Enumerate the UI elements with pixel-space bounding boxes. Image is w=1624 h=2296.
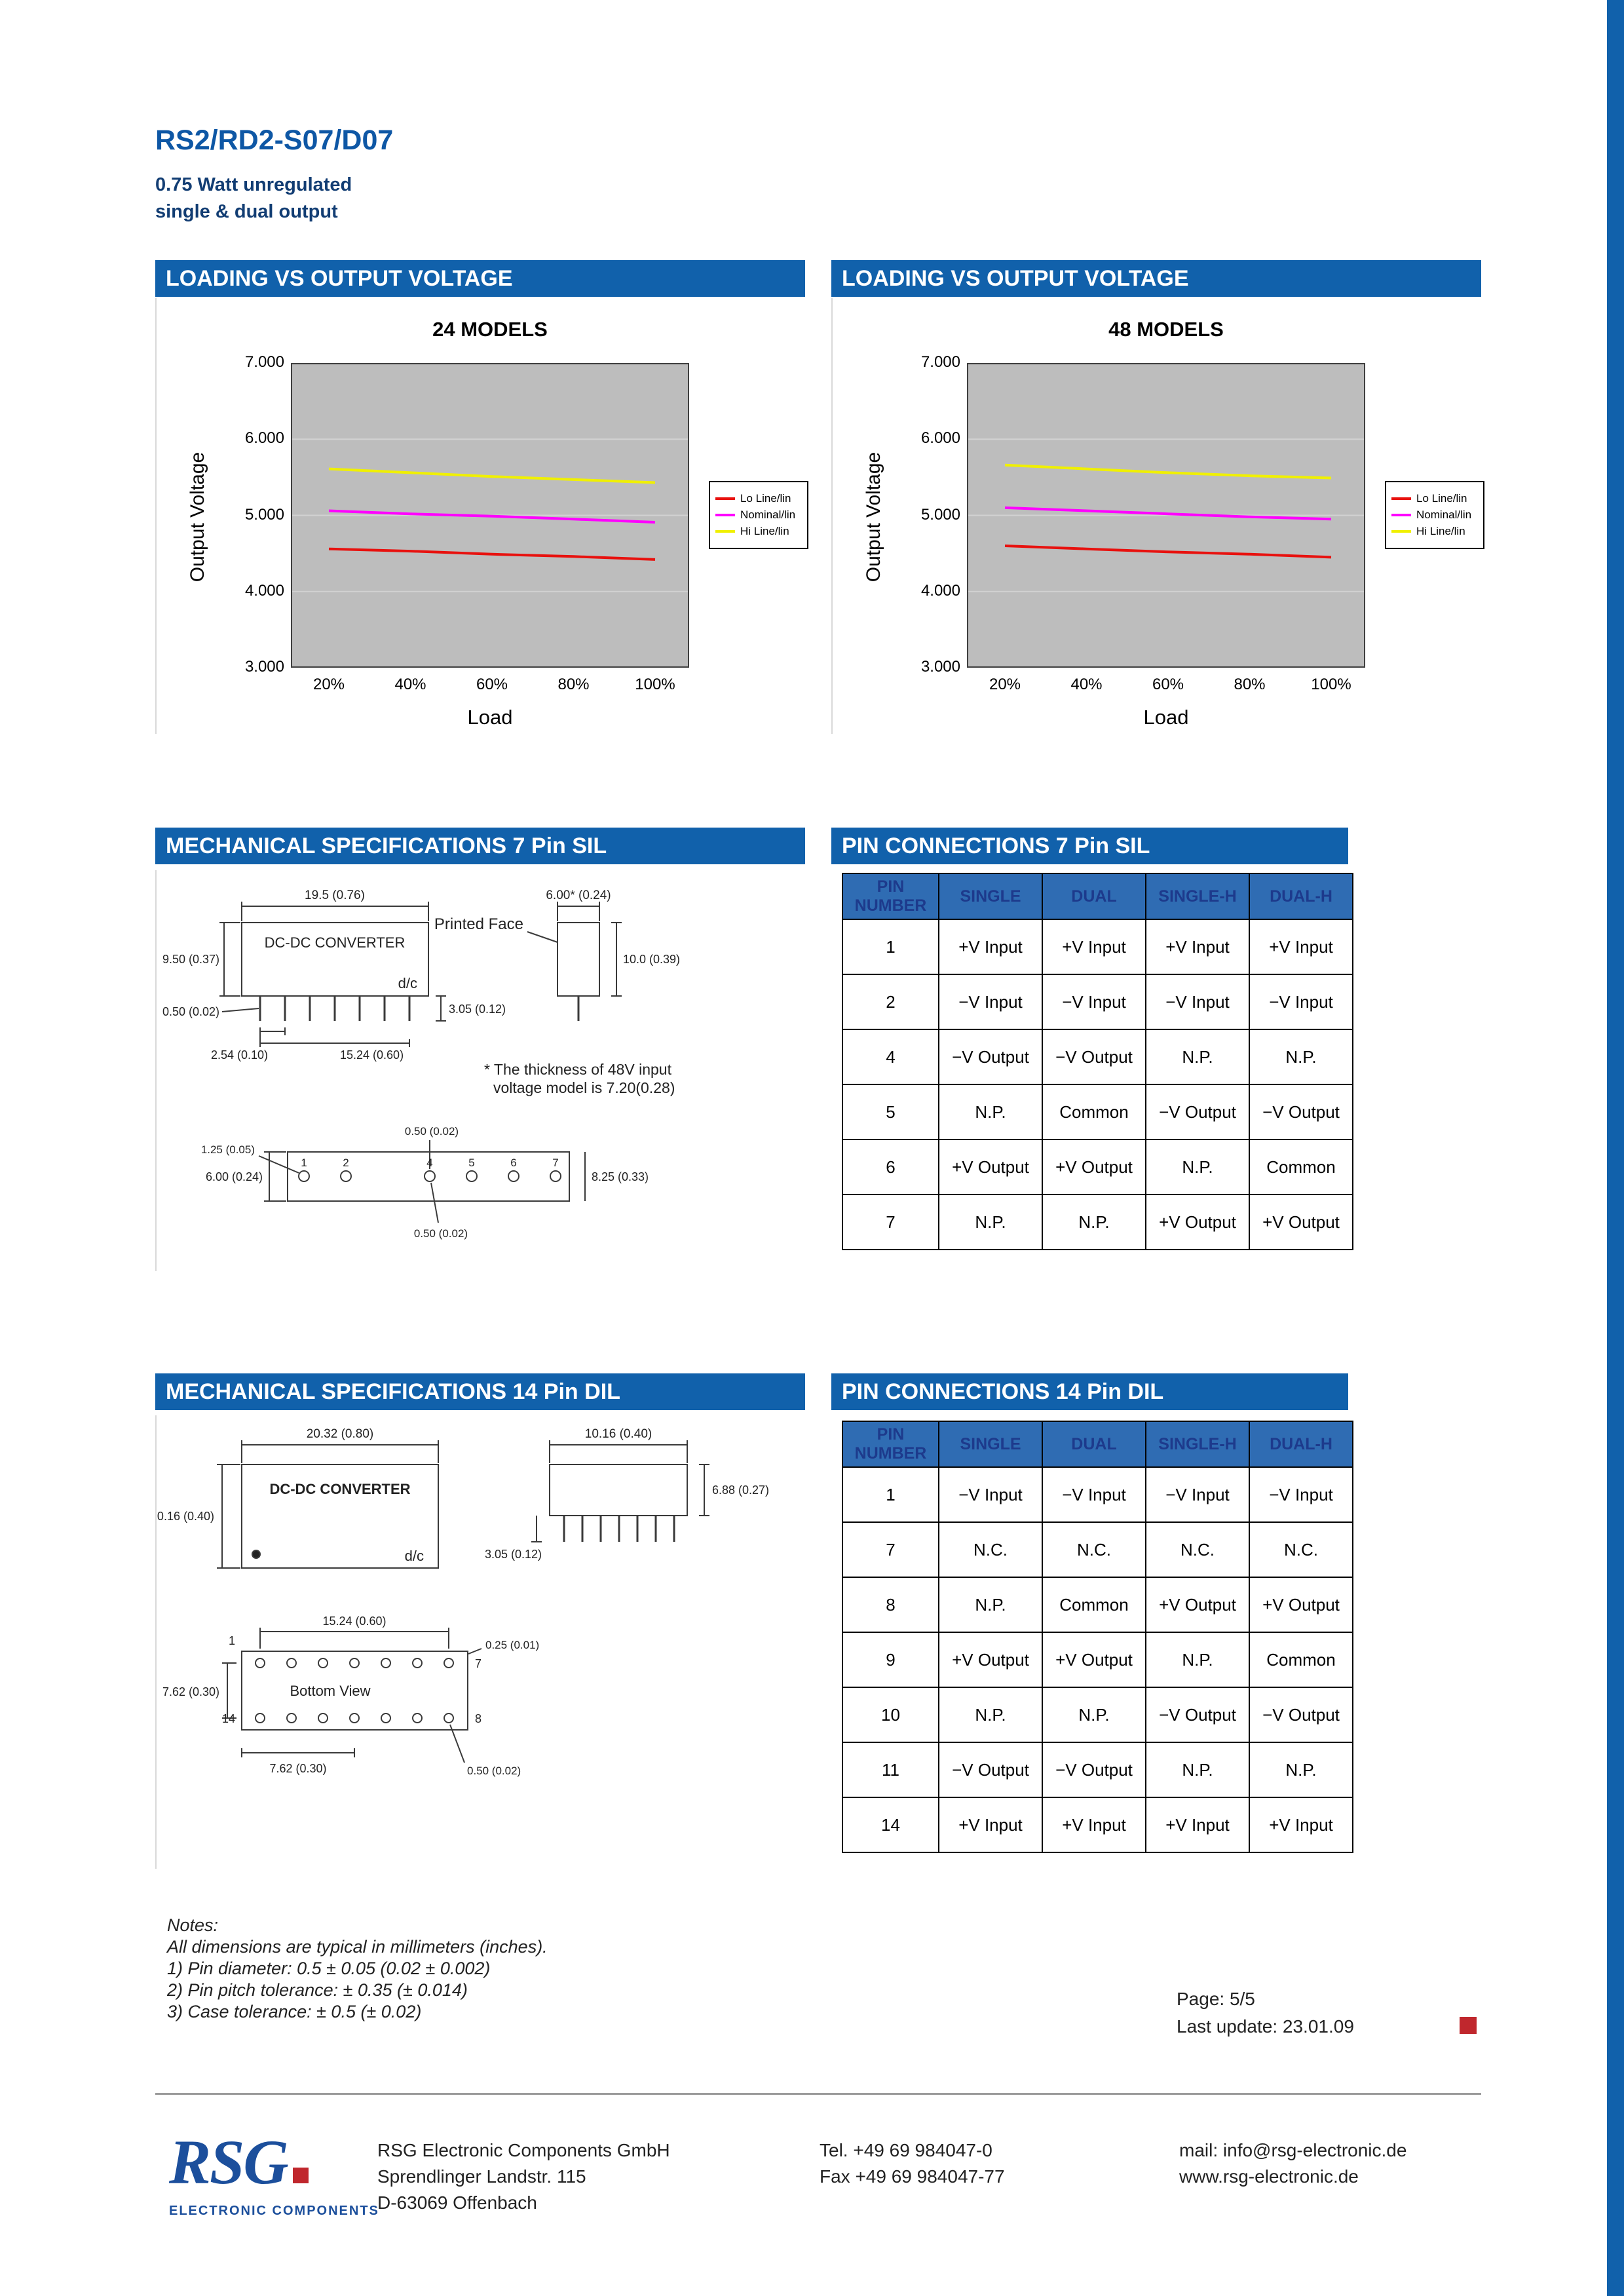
pin-assignment-cell: −V Input xyxy=(939,1467,1042,1522)
x-tick-label: 80% xyxy=(557,676,590,693)
logo-text: RSG xyxy=(169,2127,288,2197)
legend-label: Nominal/lin xyxy=(740,508,796,521)
y-axis-title: Output Voltage xyxy=(187,451,208,583)
pin-assignment-cell: +V Output xyxy=(1146,1577,1249,1632)
dimension-label: 9.50 (0.37) xyxy=(162,953,219,966)
table-row xyxy=(842,1084,1353,1139)
pin-number-cell: 7 xyxy=(842,1195,939,1250)
table-row xyxy=(842,919,1353,974)
converter-body-label: DC-DC CONVERTER xyxy=(269,1481,411,1497)
dimension-label: 6.00 (0.24) xyxy=(205,1170,263,1183)
column-header: DUAL xyxy=(1042,873,1146,919)
pin-number-cell: 1 xyxy=(842,1467,939,1522)
pin-number-cell: 6 xyxy=(842,1139,939,1195)
pin-number-label: 4 xyxy=(426,1157,433,1169)
table-row xyxy=(842,1742,1353,1797)
printed-face-label: Printed Face xyxy=(434,915,523,933)
table-row xyxy=(842,1687,1353,1742)
pin-assignment-cell: N.P. xyxy=(939,1687,1042,1742)
footer-phone-column xyxy=(820,2137,1005,2190)
pin-assignment-cell: +V Input xyxy=(939,1797,1042,1852)
thickness-note-line1: * The thickness of 48V input xyxy=(484,1061,671,1078)
dc-label: d/c xyxy=(404,1548,424,1564)
x-tick-label: 100% xyxy=(635,676,675,693)
pin-connections-14dil-table xyxy=(842,1421,1353,1853)
pin-number-label: 1 xyxy=(228,1634,235,1647)
pin-number-cell: 9 xyxy=(842,1632,939,1687)
pin-assignment-cell: −V Output xyxy=(1042,1742,1146,1797)
pin-assignment-cell: N.C. xyxy=(1249,1522,1353,1577)
pin-assignment-cell: −V Input xyxy=(1042,974,1146,1029)
column-header: SINGLE xyxy=(939,1421,1042,1467)
pin-assignment-cell: +V Output xyxy=(1249,1195,1353,1250)
pin-number-label: 2 xyxy=(343,1157,349,1169)
pin-connections-7sil-table xyxy=(842,873,1353,1250)
y-tick-label: 3.000 xyxy=(244,658,284,676)
y-tick-label: 4.000 xyxy=(920,581,960,600)
pin-assignment-cell: −V Output xyxy=(1146,1084,1249,1139)
y-axis-title: Output Voltage xyxy=(863,451,884,583)
legend-swatch-hi-line xyxy=(1391,530,1411,533)
pin-number-label: 5 xyxy=(468,1157,475,1169)
pin-assignment-cell: +V Output xyxy=(939,1632,1042,1687)
pin-assignment-cell: −V Output xyxy=(1146,1687,1249,1742)
dc-label: d/c xyxy=(398,975,417,991)
pin-assignment-cell: −V Input xyxy=(1146,974,1249,1029)
x-tick-label: 20% xyxy=(989,676,1021,693)
dimension-label: 0.50 (0.02) xyxy=(162,1005,219,1018)
pin-assignment-cell: N.P. xyxy=(939,1577,1042,1632)
pin-assignment-cell: N.P. xyxy=(1146,1029,1249,1084)
table-row xyxy=(842,1467,1353,1522)
pin-assignment-cell: Common xyxy=(1249,1139,1353,1195)
dimension-label: 6.00* (0.24) xyxy=(546,889,611,902)
y-tick-label: 4.000 xyxy=(244,581,284,600)
footer-city: D-63069 Offenbach xyxy=(377,2192,537,2213)
pin-assignment-cell: +V Input xyxy=(1042,1797,1146,1852)
pin-assignment-cell: +V Input xyxy=(1146,1797,1249,1852)
legend-item xyxy=(1391,525,1478,538)
pin-assignment-cell: N.C. xyxy=(939,1522,1042,1577)
chart-legend xyxy=(709,481,808,549)
section-header-loading-right: LOADING VS OUTPUT VOLTAGE xyxy=(831,260,1481,297)
pin-assignment-cell: N.P. xyxy=(939,1084,1042,1139)
chart-legend xyxy=(1385,481,1484,549)
dimension-label: 1.25 (0.05) xyxy=(200,1143,255,1156)
table-body xyxy=(842,919,1353,1250)
legend-swatch-nominal xyxy=(715,514,735,516)
legend-item xyxy=(1391,508,1478,522)
legend-item xyxy=(715,508,802,522)
footer-website: www.rsg-electronic.de xyxy=(1179,2166,1359,2187)
legend-label: Lo Line/lin xyxy=(740,492,791,505)
x-tick-label: 60% xyxy=(1152,676,1184,693)
plot-area xyxy=(967,363,1365,668)
pin-assignment-cell: −V Output xyxy=(1042,1029,1146,1084)
pin-number-cell: 8 xyxy=(842,1577,939,1632)
column-header: DUAL xyxy=(1042,1421,1146,1467)
dimension-label: 0.25 (0.01) xyxy=(485,1639,540,1651)
pin-number-label: 1 xyxy=(301,1157,307,1169)
x-tick-label: 40% xyxy=(1070,676,1103,693)
x-axis-title: Load xyxy=(467,706,513,729)
y-tick-label: 7.000 xyxy=(920,353,960,371)
y-tick-label: 6.000 xyxy=(920,429,960,448)
pin-assignment-cell: Common xyxy=(1042,1577,1146,1632)
page-info xyxy=(1177,1985,1354,2040)
table-row xyxy=(842,1195,1353,1250)
logo-red-square xyxy=(293,2168,309,2183)
pin-assignment-cell: N.P. xyxy=(1146,1139,1249,1195)
pin-assignment-cell: +V Input xyxy=(1249,1797,1353,1852)
pin-assignment-cell: −V Input xyxy=(1249,974,1353,1029)
notes-block xyxy=(167,1915,548,2023)
table-body xyxy=(842,1467,1353,1852)
pin-number-cell: 11 xyxy=(842,1742,939,1797)
mechanical-drawing-7pin-sil xyxy=(157,870,806,1263)
chart-block-24-models xyxy=(155,298,806,734)
x-axis-title: Load xyxy=(1143,706,1189,729)
dimension-label: 10.16 (0.40) xyxy=(584,1427,652,1441)
table-header-row xyxy=(842,873,1353,919)
legend-label: Lo Line/lin xyxy=(1416,492,1467,505)
legend-swatch-lo-line xyxy=(1391,497,1411,500)
table-row xyxy=(842,1029,1353,1084)
chart-title: 48 MODELS xyxy=(1108,318,1224,341)
page-subtitle xyxy=(155,172,352,225)
mechanical-drawing-14pin-dil xyxy=(157,1415,806,1861)
pin-assignment-cell: +V Output xyxy=(1249,1577,1353,1632)
table-row xyxy=(842,1522,1353,1577)
pin-assignment-cell: +V Output xyxy=(939,1139,1042,1195)
pin-number-cell: 10 xyxy=(842,1687,939,1742)
chart-title: 24 MODELS xyxy=(432,318,548,341)
pin-assignment-cell: +V Input xyxy=(1042,919,1146,974)
column-header: SINGLE-H xyxy=(1146,873,1249,919)
notes-line: 1) Pin diameter: 0.5 ± 0.05 (0.02 ± 0.002) xyxy=(167,1959,491,1978)
dimension-label: 3.05 (0.12) xyxy=(484,1548,542,1561)
pin-assignment-cell: N.P. xyxy=(1249,1029,1353,1084)
column-header: PIN NUMBER xyxy=(842,1421,939,1467)
legend-swatch-hi-line xyxy=(715,530,735,533)
page-number: Page: 5/5 xyxy=(1177,1989,1255,2009)
pin-number-cell: 4 xyxy=(842,1029,939,1084)
mechanical-drawing-7pin-sil-panel xyxy=(155,870,806,1271)
footer-company: RSG Electronic Components GmbH xyxy=(377,2140,670,2160)
chart-block-48-models xyxy=(831,298,1482,734)
pin-number-cell: 1 xyxy=(842,919,939,974)
page-title: RS2/RD2-S07/D07 xyxy=(155,124,394,156)
table-header-row xyxy=(842,1421,1353,1467)
pin-assignment-cell: +V Input xyxy=(1249,919,1353,974)
pin-number-cell: 5 xyxy=(842,1084,939,1139)
pin-assignment-cell: N.P. xyxy=(939,1195,1042,1250)
column-header: SINGLE-H xyxy=(1146,1421,1249,1467)
y-tick-label: 3.000 xyxy=(920,658,960,676)
notes-line: 2) Pin pitch tolerance: ± 0.35 (± 0.014) xyxy=(167,1980,468,2000)
pin-assignment-cell: +V Input xyxy=(939,919,1042,974)
footer-address-column xyxy=(377,2137,670,2216)
x-tick-label: 80% xyxy=(1234,676,1266,693)
dimension-label: 19.5 (0.76) xyxy=(305,889,365,902)
footer-tel: Tel. +49 69 984047-0 xyxy=(820,2140,992,2160)
pin-assignment-cell: +V Output xyxy=(1042,1632,1146,1687)
chart-canvas xyxy=(291,363,689,668)
column-header: PIN NUMBER xyxy=(842,873,939,919)
section-header-mech-7pin: MECHANICAL SPECIFICATIONS 7 Pin SIL xyxy=(155,828,805,864)
notes-line: All dimensions are typical in millimeters (inches). xyxy=(167,1937,548,1957)
pin-assignment-cell: +V Output xyxy=(1146,1195,1249,1250)
y-tick-label: 5.000 xyxy=(920,505,960,524)
table-row xyxy=(842,974,1353,1029)
pin-number-label: 8 xyxy=(475,1712,482,1725)
mechanical-drawing-14pin-dil-panel xyxy=(155,1415,806,1869)
pin-assignment-cell: −V Input xyxy=(939,974,1042,1029)
page-edge-bar xyxy=(1607,0,1624,2296)
pin-assignment-cell: N.P. xyxy=(1042,1687,1146,1742)
pin-assignment-cell: N.P. xyxy=(1146,1632,1249,1687)
y-tick-label: 6.000 xyxy=(244,429,284,448)
pin-number-label: 14 xyxy=(221,1712,235,1725)
x-tick-label: 20% xyxy=(312,676,345,693)
footer-fax: Fax +49 69 984047-77 xyxy=(820,2166,1005,2187)
x-tick-label: 60% xyxy=(476,676,508,693)
pin-assignment-cell: −V Output xyxy=(1249,1084,1353,1139)
thickness-note-line2: voltage model is 7.20(0.28) xyxy=(493,1079,675,1096)
legend-label: Nominal/lin xyxy=(1416,508,1472,521)
rsg-logo xyxy=(169,2126,379,2219)
table-row xyxy=(842,1577,1353,1632)
pin-assignment-cell: N.P. xyxy=(1042,1195,1146,1250)
dimension-label: 15.24 (0.60) xyxy=(322,1615,387,1628)
pin-assignment-cell: N.P. xyxy=(1146,1742,1249,1797)
pin-assignment-cell: N.C. xyxy=(1146,1522,1249,1577)
dimension-label: 0.50 (0.02) xyxy=(467,1765,521,1777)
dimension-label: 20.32 (0.80) xyxy=(306,1427,374,1441)
table-row xyxy=(842,1139,1353,1195)
section-header-pin-14dil: PIN CONNECTIONS 14 Pin DIL xyxy=(831,1373,1348,1410)
footer-mail: mail: info@rsg-electronic.de xyxy=(1179,2140,1407,2160)
column-header: DUAL-H xyxy=(1249,873,1353,919)
dimension-label: 3.05 (0.12) xyxy=(449,1003,506,1016)
pin-assignment-cell: −V Input xyxy=(1146,1467,1249,1522)
dimension-label: 8.25 (0.33) xyxy=(592,1170,649,1183)
table-row xyxy=(842,1632,1353,1687)
red-square-marker xyxy=(1460,2017,1477,2034)
pin-assignment-cell: +V Input xyxy=(1146,919,1249,974)
footer-divider xyxy=(155,2093,1481,2095)
last-update: Last update: 23.01.09 xyxy=(1177,2016,1354,2037)
section-header-mech-14pin: MECHANICAL SPECIFICATIONS 14 Pin DIL xyxy=(155,1373,805,1410)
legend-label: Hi Line/lin xyxy=(1416,525,1465,537)
section-header-pin-7sil: PIN CONNECTIONS 7 Pin SIL xyxy=(831,828,1348,864)
legend-item xyxy=(715,492,802,505)
pin-number-cell: 2 xyxy=(842,974,939,1029)
plot-area xyxy=(291,363,689,668)
subtitle-line-1: 0.75 Watt unregulated xyxy=(155,174,352,195)
pin-number-label: 7 xyxy=(552,1157,559,1169)
dimension-label: 7.62 (0.30) xyxy=(162,1685,219,1698)
table-row xyxy=(842,1797,1353,1852)
y-tick-label: 7.000 xyxy=(244,353,284,371)
chart-canvas xyxy=(967,363,1365,668)
legend-item xyxy=(1391,492,1478,505)
dimension-label: 2.54 (0.10) xyxy=(210,1048,268,1062)
footer-web-column xyxy=(1179,2137,1407,2190)
notes-title: Notes: xyxy=(167,1915,219,1935)
pin-assignment-cell: −V Output xyxy=(939,1029,1042,1084)
dimension-label: 7.62 (0.30) xyxy=(269,1762,327,1775)
y-tick-label: 5.000 xyxy=(244,505,284,524)
bottom-view-label: Bottom View xyxy=(290,1683,371,1699)
subtitle-line-2: single & dual output xyxy=(155,201,338,222)
pin-assignment-cell: Common xyxy=(1042,1084,1146,1139)
legend-swatch-lo-line xyxy=(715,497,735,500)
pin-number-label: 7 xyxy=(475,1657,482,1670)
pin-number-cell: 14 xyxy=(842,1797,939,1852)
legend-swatch-nominal xyxy=(1391,514,1411,516)
pin-assignment-cell: −V Output xyxy=(1249,1687,1353,1742)
dimension-label: 0.50 (0.02) xyxy=(413,1227,468,1240)
converter-body-label: DC-DC CONVERTER xyxy=(264,934,406,951)
x-tick-label: 40% xyxy=(394,676,426,693)
logo-subtext: ELECTRONIC COMPONENTS xyxy=(169,2204,379,2218)
column-header: SINGLE xyxy=(939,873,1042,919)
legend-label: Hi Line/lin xyxy=(740,525,789,537)
pin-assignment-cell: −V Input xyxy=(1042,1467,1146,1522)
pin-assignment-cell: Common xyxy=(1249,1632,1353,1687)
notes-line: 3) Case tolerance: ± 0.5 (± 0.02) xyxy=(167,2002,422,2021)
pin-assignment-cell: N.P. xyxy=(1249,1742,1353,1797)
column-header: DUAL-H xyxy=(1249,1421,1353,1467)
x-tick-label: 100% xyxy=(1311,676,1351,693)
dimension-label: 0.50 (0.02) xyxy=(404,1125,459,1138)
pin-assignment-cell: N.C. xyxy=(1042,1522,1146,1577)
pin-assignment-cell: −V Input xyxy=(1249,1467,1353,1522)
section-header-loading-left: LOADING VS OUTPUT VOLTAGE xyxy=(155,260,805,297)
dimension-label: 10.16 (0.40) xyxy=(157,1510,214,1523)
pin-number-cell: 7 xyxy=(842,1522,939,1577)
pin-assignment-cell: −V Output xyxy=(939,1742,1042,1797)
footer-street: Sprendlinger Landstr. 115 xyxy=(377,2166,586,2187)
pin-number-label: 6 xyxy=(510,1157,517,1169)
dimension-label: 15.24 (0.60) xyxy=(340,1048,404,1062)
dimension-label: 6.88 (0.27) xyxy=(712,1483,770,1497)
dimension-label: 10.0 (0.39) xyxy=(623,953,681,966)
legend-item xyxy=(715,525,802,538)
pin-assignment-cell: +V Output xyxy=(1042,1139,1146,1195)
